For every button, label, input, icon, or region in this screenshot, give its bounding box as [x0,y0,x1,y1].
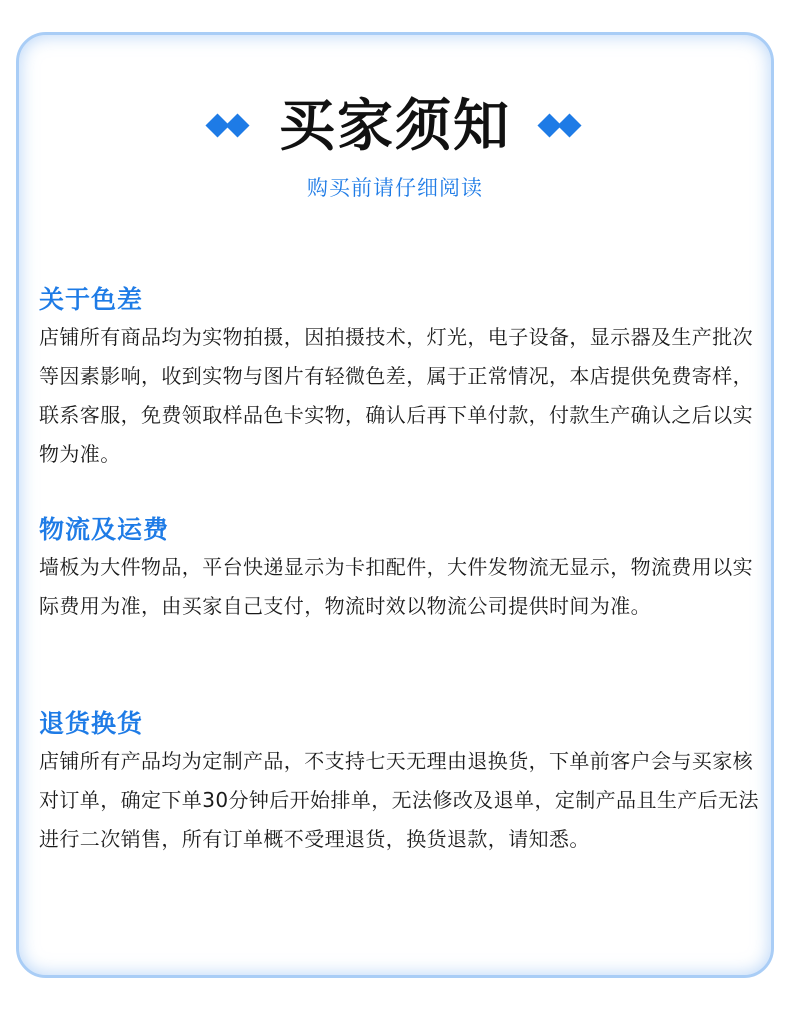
section-body: 店铺所有商品均为实物拍摄，因拍摄技术，灯光，电子设备，显示器及生产批次等因素影响，收到实物与图片有轻微色差，属于正常情况，本店提供免费寄样，联系客服，免费领取样品色卡实物，确认后再下单付款，付款生产确认之后以实物为准。 [39,325,753,466]
diamond-icon [557,113,581,137]
section-returns [39,706,761,859]
page-subtitle: 购买前请仔细阅读 [307,176,483,200]
section-heading: 关于色差 [39,285,144,314]
section-color-difference [39,282,761,474]
double-diamond-right-icon [535,112,587,140]
section-heading: 物流及运费 [39,515,170,544]
section-heading: 退货换货 [39,709,144,738]
section-logistics [39,512,761,626]
notice-header [0,86,790,166]
section-body: 墙板为大件物品，平台快递显示为卡扣配件，大件发物流无显示，物流费用以实际费用为准，由买家自己支付，物流时效以物流公司提供时间为准。 [39,555,753,618]
page-title: 买家须知 [279,93,511,159]
diamond-icon [225,113,249,137]
double-diamond-left-icon [203,112,255,140]
section-body: 店铺所有产品均为定制产品，不支持七天无理由退换货，下单前客户会与买家核对订单，确定下单30分钟后开始排单，无法修改及退单，定制产品且生产后无法进行二次销售，所有订单概不受理退货，换货退款，请知悉。 [39,749,759,851]
